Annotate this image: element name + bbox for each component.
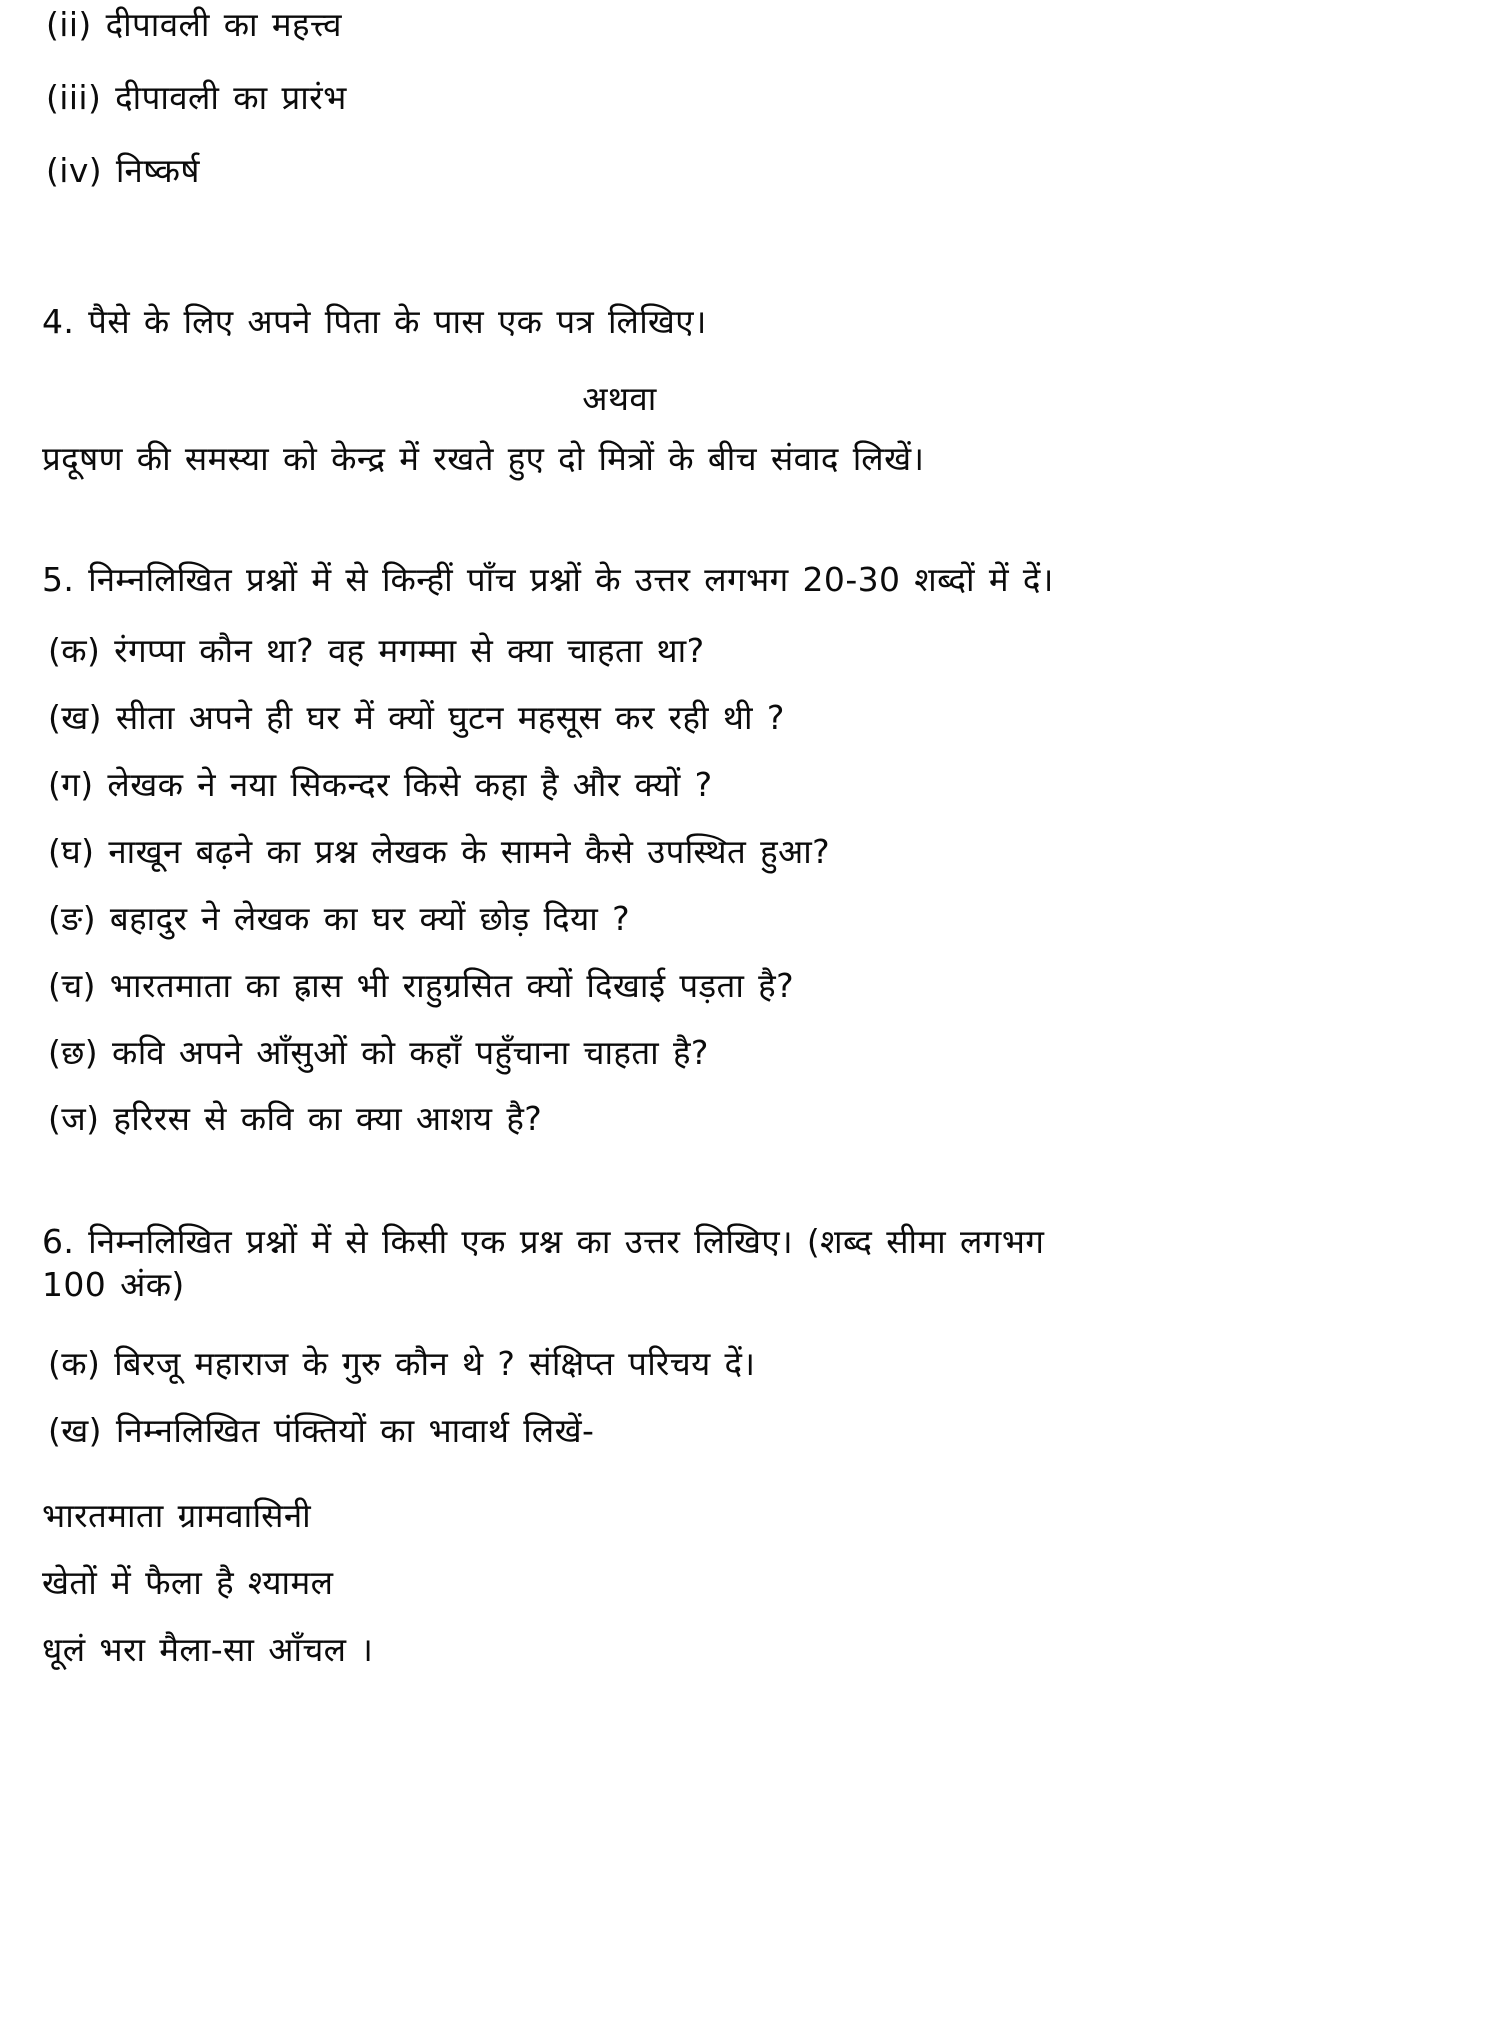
outline-item-ii: (ii) दीपावली का महत्त्व (46, 5, 342, 44)
question-5-sub-ka: (क) रंगप्पा कौन था? वह मगम्मा से क्या चाहता था? (48, 631, 705, 671)
spacer-before-athava (42, 360, 1457, 378)
poem-excerpt (42, 1495, 1457, 1672)
question-5-sub-nga: (ङ) बहादुर ने लेखक का घर क्यों छोड़ दिया ? (48, 898, 630, 938)
spacer-after-outline (42, 223, 1457, 301)
question-5-sub-kha: (ख) सीता अपने ही घर में क्यों घुटन महसूस कर रही थी ? (48, 698, 785, 738)
spacer-after-athava (42, 420, 1457, 438)
question-6-sub-kha: (ख) निम्नलिखित पंक्तियों का भावार्थ लिखें- (48, 1411, 595, 1451)
outline-item-iii: (iii) दीपावली का प्रारंभ (46, 77, 347, 117)
question-6-sub-ka: (क) बिरजू महाराज के गुरु कौन थे ? संक्षिप्त परिचय दें। (48, 1344, 756, 1384)
spacer-after-q4 (42, 481, 1457, 559)
outline-list (42, 0, 1457, 193)
question-5-block (42, 559, 1457, 1141)
question-5-sub-ja: (ज) हरिरस से कवि का क्या आशय है? (48, 1099, 543, 1139)
question-5-sub-cha: (च) भारतमाता का ह्रास भी राहुग्रसित क्यों दिखाई पड़ता है? (48, 965, 795, 1005)
spacer-after-q6-main (42, 1325, 1457, 1343)
outline-item-iv: (iv) निष्कर्ष (46, 150, 200, 190)
question-4-block (42, 301, 1457, 482)
spacer-after-q5-main (42, 612, 1457, 630)
question-4-alternative-text: प्रदूषण की समस्या को केन्द्र में रखते हुए दो मित्रों के बीच संवाद लिखें। (42, 439, 925, 479)
question-4-or-label: अथवा (582, 378, 657, 418)
question-6-text-line-2: 100 अंक) (42, 1265, 185, 1305)
spacer-after-q5 (42, 1165, 1457, 1221)
spacer-before-poem (42, 1477, 1457, 1495)
poem-line-2: खेतों में फैला है श्यामल (42, 1562, 334, 1602)
question-5-sub-chha: (छ) कवि अपने आँसुओं को कहाँ पहुँचाना चाहता है? (48, 1032, 709, 1072)
poem-line-1: भारतमाता ग्रामवासिनी (42, 1495, 312, 1535)
question-5-sub-gha: (घ) नाखून बढ़ने का प्रश्न लेखक के सामने कैसे उपस्थित हुआ? (48, 831, 831, 871)
question-6-text-line-1: 6. निम्नलिखित प्रश्नों में से किसी एक प्रश्न का उत्तर लिखिए। (शब्द सीमा लगभग (42, 1222, 1045, 1262)
question-4-text: 4. पैसे के लिए अपने पिता के पास एक पत्र लिखिए। (42, 301, 707, 341)
question-5-sub-ga: (ग) लेखक ने नया सिकन्दर किसे कहा है और क्यों ? (48, 765, 713, 805)
question-5-text: 5. निम्नलिखित प्रश्नों में से किन्हीं पाँच प्रश्नों के उत्तर लगभग 20-30 शब्दों में दें। (42, 560, 1054, 600)
question-6-block (42, 1221, 1457, 1671)
poem-line-3: धूलं भरा मैला-सा आँचल । (42, 1629, 374, 1669)
